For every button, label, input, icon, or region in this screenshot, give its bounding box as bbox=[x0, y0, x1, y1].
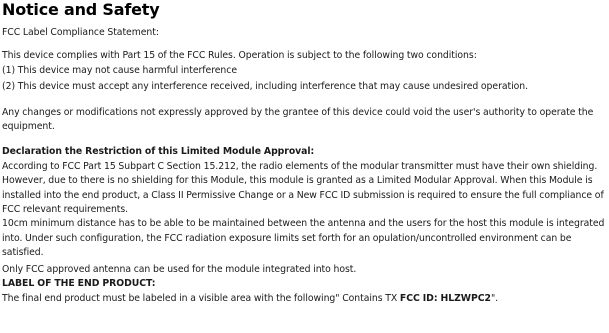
declaration-paragraph-2: 10cm minimum distance has to be able to be maintained between the antenna and the users for the host this module is integrated into. Under such configuration, the FCC radiation exposure limits set forth for an opulation/uncontrolled environment can be satisfied. bbox=[2, 218, 605, 259]
fcc-id: FCC ID: HLZWPC2 bbox=[399, 292, 491, 304]
part15-intro: This device complies with Part 15 of the FCC Rules. Operation is subject to the following two conditions: bbox=[2, 50, 477, 62]
declaration-paragraph-1: According to FCC Part 15 Subpart C Section 15.212, the radio elements of the modular transmitter must have their own shielding. However, due to there is no shielding for this Module, this module is granted as a Limited Modular Approval. When this Module is installed into the end product, a Class II Permissive Change or a New FCC ID submission is required to ensure the full compliance of FCC relevant requirements. bbox=[2, 160, 604, 216]
declaration-heading: Declaration the Restriction of this Limited Module Approval: bbox=[2, 146, 315, 158]
page-title: Notice and Safety bbox=[2, 0, 160, 19]
label-text-suffix: ". bbox=[490, 292, 499, 304]
notice-document bbox=[2, 0, 606, 306]
label-end-product-heading: LABEL OF THE END PRODUCT: bbox=[2, 278, 156, 290]
modifications-statement: Any changes or modifications not expressly approved by the grantee of this device could void the user's authority to operate the equipment. bbox=[2, 106, 594, 133]
antenna-note: Only FCC approved antenna can be used for the module integrated into host. bbox=[2, 263, 357, 275]
label-end-product-text bbox=[2, 292, 606, 306]
label-text-prefix: The final end product must be labeled in a visible area with the following" Contains TX bbox=[2, 292, 400, 304]
condition-1: (1) This device may not cause harmful interference bbox=[2, 64, 238, 76]
condition-2: (2) This device must accept any interference received, including interference that may cause undesired operation. bbox=[2, 81, 529, 93]
label-compliance-heading: FCC Label Compliance Statement: bbox=[2, 27, 159, 38]
